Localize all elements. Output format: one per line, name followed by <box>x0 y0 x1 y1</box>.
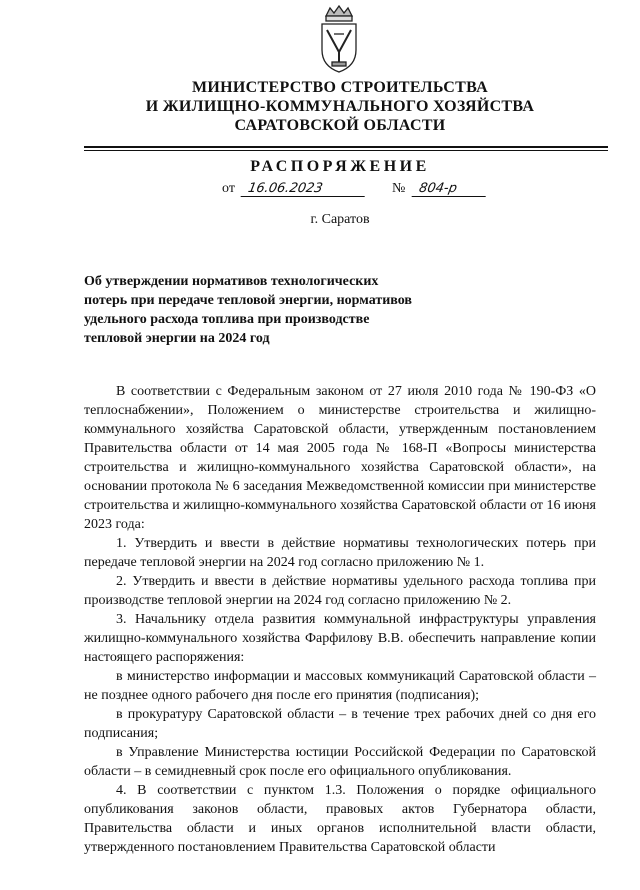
paragraph-item-3-sub-1: в министерство информации и массовых коммуникаций Саратовской области – не позднее одного рабочего дня после его принятия (подписания); <box>84 669 596 703</box>
ministry-line-3: САРАТОВСКОЙ ОБЛАСТИ <box>234 117 446 134</box>
paragraph-item-4: 4. В соответствии с пунктом 1.3. Положения о порядке официального опубликования законов области, правовых актов Губернатора области, Правительства области и иных органов исполнительной власти области, утвержденного постановлением Правительства Саратовской области <box>84 783 596 855</box>
number-prefix: № <box>391 181 406 196</box>
header-divider-thick <box>84 146 608 148</box>
saratov-coat-of-arms-icon <box>312 4 366 76</box>
header-divider-thin <box>84 150 608 151</box>
ministry-line-2: И ЖИЛИЩНО-КОММУНАЛЬНОГО ХОЗЯЙСТВА <box>145 98 535 115</box>
paragraph-item-3: 3. Начальнику отдела развития коммунальной инфраструктуры управления жилищно-коммунального хозяйства Фарфилову В.В. обеспечить направление копии настоящего распоряжения: <box>84 612 596 665</box>
paragraph-item-2: 2. Утвердить и ввести в действие нормативы удельного расхода топлива при производстве тепловой энергии на 2024 год согласно приложению № 2. <box>84 574 596 608</box>
paragraph-item-3-sub-3: в Управление Министерства юстиции Российской Федерации по Саратовской области – в семидневный срок после его официального опубликования. <box>84 745 596 779</box>
document-type-title: РАСПОРЯЖЕНИЕ <box>250 158 430 175</box>
handwritten-date: 16.06.2023 <box>241 181 368 197</box>
paragraph-item-3-sub-2: в прокуратуру Саратовской области – в течение трех рабочих дней со дня его подписания; <box>84 707 596 741</box>
paragraph-preamble: В соответствии с Федеральным законом от 27 июля 2010 года № 190-ФЗ «О теплоснабжении», Положением о министерстве строительства и жилищно-коммунального хозяйства Саратовской области, утвержденным постановлением Правительства области от 14 мая 2005 года № 168-П «Вопросы министерства строительства и жилищно-коммунального хозяйства Саратовской области», на основании протокола № 6 заседания Межведомственной комиссии при министерстве строительства и жилищно-коммунального хозяйства Саратовской области от 16 июня 2023 года: <box>84 384 596 532</box>
document-body <box>84 382 596 857</box>
ministry-name <box>100 78 580 135</box>
ministry-line-1: МИНИСТЕРСТВО СТРОИТЕЛЬСТВА <box>192 79 488 96</box>
city-line: г. Саратов <box>310 212 370 227</box>
document-subject: Об утверждении нормативов технологических потерь при передаче тепловой энергии, нормативов удельного расхода топлива при производстве тепловой энергии на 2024 год <box>84 274 412 346</box>
handwritten-number: 804-р <box>411 181 488 197</box>
date-number-line <box>218 181 487 197</box>
date-prefix: от <box>222 181 235 196</box>
paragraph-item-1: 1. Утвердить и ввести в действие нормативы технологических потерь при передаче тепловой энергии на 2024 год согласно приложению № 1. <box>84 536 596 570</box>
